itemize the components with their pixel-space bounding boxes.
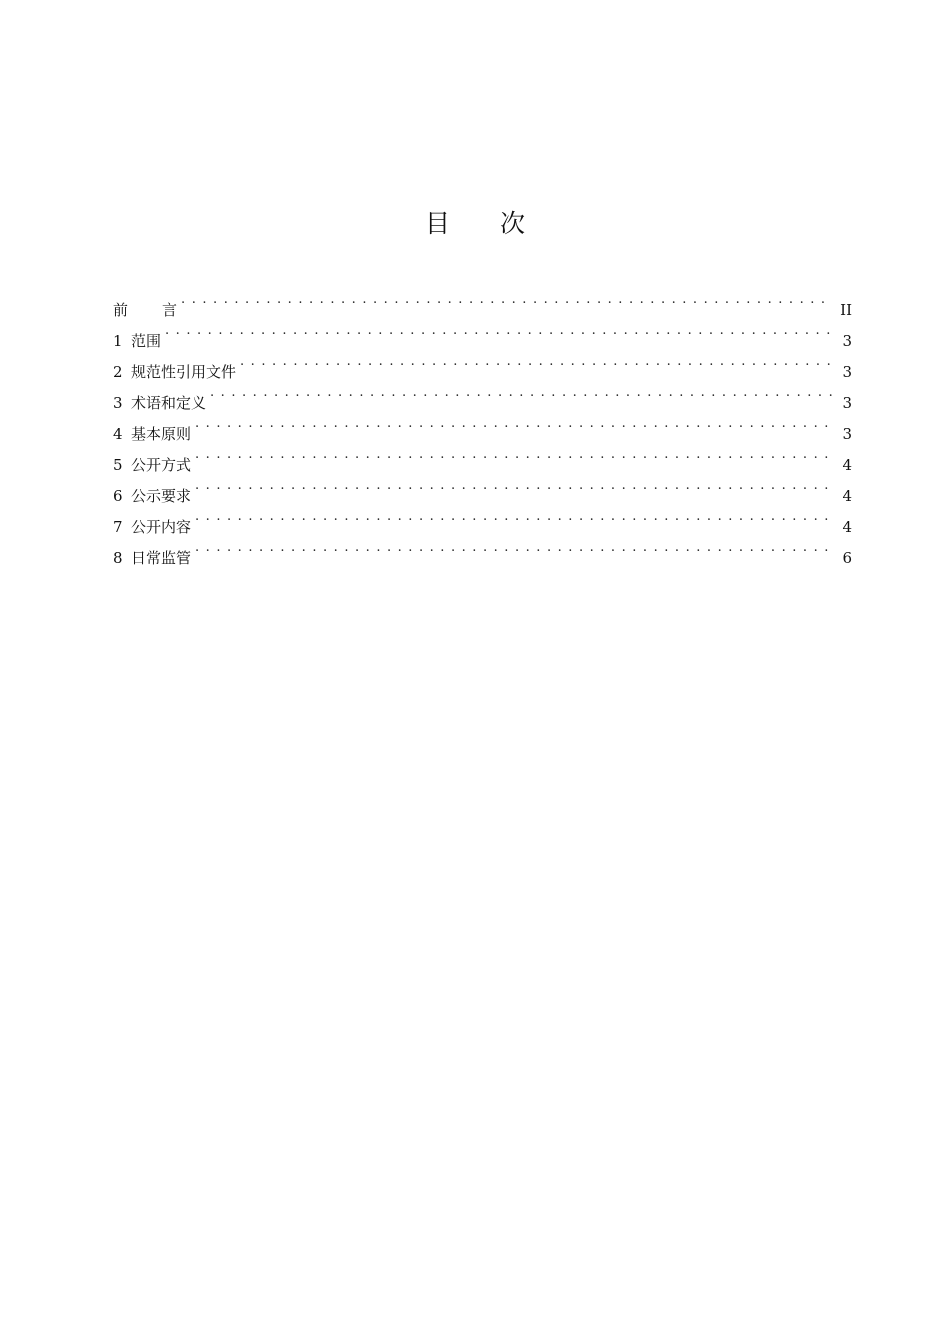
toc-title-char-1: 目: [424, 209, 450, 238]
toc-entry-label: 公开方式: [131, 456, 192, 474]
toc-entry-label: 范围: [131, 332, 162, 350]
toc-entry-label: 基本原则: [131, 425, 192, 443]
toc-entry-number: 7: [113, 518, 123, 536]
toc-entry-page: 3: [842, 363, 852, 381]
toc-entry-page: 4: [842, 456, 852, 474]
toc-entry-label: 日常监管: [131, 549, 192, 567]
toc-entry-label: 公示要求: [131, 487, 192, 505]
toc-entry-3[interactable]: [113, 377, 852, 412]
toc-entry-number: 6: [113, 487, 123, 505]
toc-entry-5[interactable]: [113, 439, 852, 474]
toc-dot-leader: [195, 532, 832, 563]
toc-entry-page: 3: [842, 394, 852, 412]
toc-entry-number: 5: [113, 456, 123, 474]
toc-entry-4[interactable]: [113, 408, 852, 443]
foreword-char-1: 前: [113, 301, 129, 319]
toc-entry-page: 3: [842, 332, 852, 350]
toc-entry-label: 公开内容: [131, 518, 192, 536]
toc-entry-number: 4: [113, 425, 123, 443]
toc-dot-leader: [195, 408, 832, 439]
toc-entry-page: 4: [842, 518, 852, 536]
toc-entry-8[interactable]: [113, 532, 852, 567]
toc-list: [113, 284, 852, 567]
toc-entry-number: 2: [113, 363, 123, 381]
toc-entry-label: 术语和定义: [131, 394, 207, 412]
toc-dot-leader: [195, 501, 832, 532]
toc-dot-leader: [210, 377, 832, 408]
toc-entry-foreword[interactable]: [113, 284, 852, 319]
toc-entry-page: 6: [842, 549, 852, 567]
foreword-char-2: 言: [162, 301, 178, 319]
toc-entry-number: 1: [113, 332, 123, 350]
toc-entry-page: 3: [842, 425, 852, 443]
toc-dot-leader: [165, 315, 832, 346]
toc-entry-page: 4: [842, 487, 852, 505]
toc-entry-label: 规范性引用文件: [131, 363, 237, 381]
toc-title: [0, 204, 950, 240]
toc-dot-leader: [195, 439, 832, 470]
toc-entry-number: 8: [113, 549, 123, 567]
toc-title-char-2: 次: [500, 209, 526, 238]
toc-entry-7[interactable]: [113, 501, 852, 536]
toc-entry-6[interactable]: [113, 470, 852, 505]
toc-dot-leader: [195, 470, 832, 501]
toc-entry-1[interactable]: [113, 315, 852, 350]
toc-entry-2[interactable]: [113, 346, 852, 381]
toc-dot-leader: [240, 346, 832, 377]
toc-dot-leader: [181, 284, 832, 315]
toc-entry-number: 3: [113, 394, 123, 412]
toc-entry-page: II: [840, 301, 852, 319]
